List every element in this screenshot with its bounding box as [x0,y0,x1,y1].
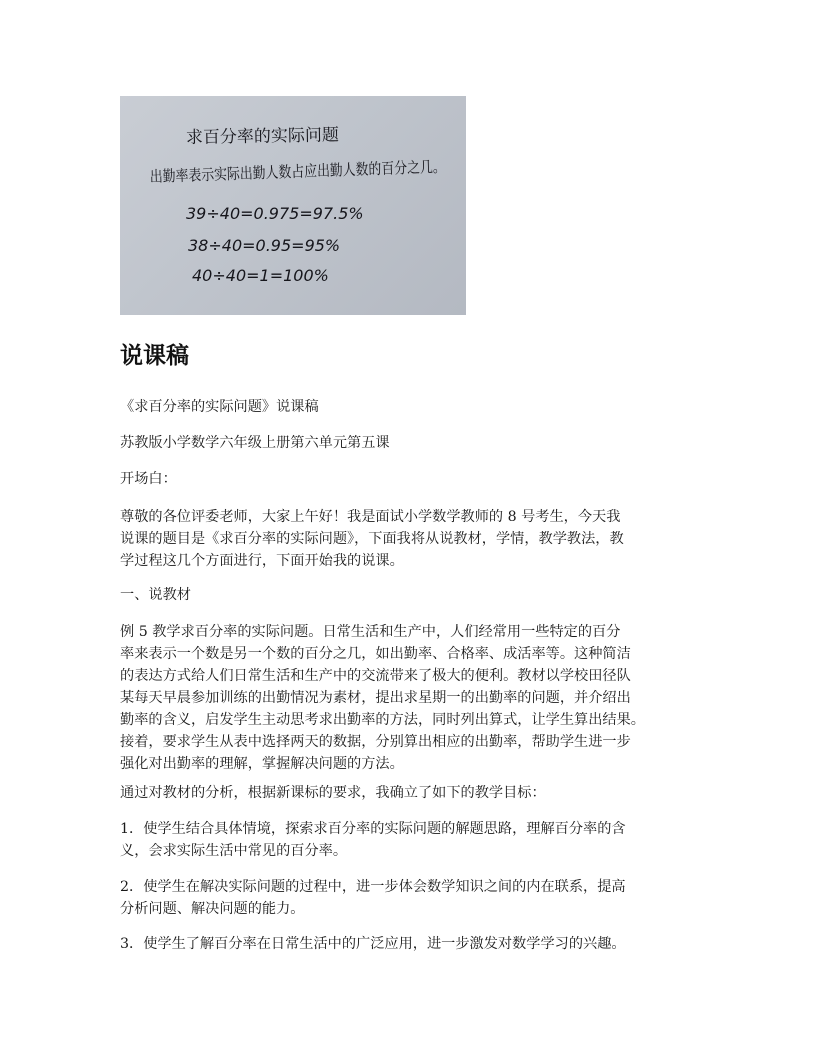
textbook-info: 苏教版小学数学六年级上册第六单元第五课 [120,435,390,451]
opening-label: 开场白： [120,471,177,487]
photo-line-equation-2: 38÷40=0.95=95% [188,236,341,255]
photo-line-title: 求百分率的实际问题 [185,125,340,148]
doc-title-line: 《求百分率的实际问题》说课稿 [120,399,319,415]
photo-line-equation-3: 40÷40=1=100% [192,266,329,285]
page-title: 说课稿 [120,343,189,369]
photo-line-equation-1: 39÷40=0.975=97.5% [186,204,364,223]
section-heading-textbook: 一、说教材 [120,587,191,603]
objective-1: 1．使学生结合具体情境，探索求百分率的实际问题的解题思路，理解百分率的含 义，会求实际生活中常见的百分率。 [120,821,626,859]
photo-line-definition: 出勤率表示实际出勤人数占应出勤人数的百分之几。 [149,155,507,186]
objectives-intro: 通过对教材的分析，根据新课标的要求，我确立了如下的教学目标： [120,785,546,801]
textbook-analysis-paragraph: 例 5 教学求百分率的实际问题。日常生活和生产中，人们经常用一些特定的百分 率来表示一个数是另一个数的百分之几，如出勤率、合格率、成活率等。这种简洁 的表达方式给人们日常生活和生产中的交流带来了极大的便利。教材以学校田径队 某每天早晨参加训练的出勤情况为素材，提出求星期一的出勤率的问题，并介绍出 勤率的含义，启发学生主动思考求出勤率的方法，同时列出算式，让学生算出结果。 接着，要求学生从表中选择两天的数据，分别算出相应的出勤率，帮助学生进一步 强化对出勤率的理解，掌握解决问题的方法。 [120,624,645,772]
objective-2: 2．使学生在解决实际问题的过程中，进一步体会数学知识之间的内在联系，提高 分析问题、解决问题的能力。 [120,879,626,917]
objective-3: 3．使学生了解百分率在日常生活中的广泛应用，进一步激发对数学学习的兴趣。 [120,936,626,952]
handwritten-note-photo [120,96,507,315]
opening-paragraph: 尊敬的各位评委老师，大家上午好！我是面试小学数学教师的 8 号考生，今天我 说课的题目是《求百分率的实际问题》，下面我将从说教材，学情，教学教法，教 学过程这几个方面进行，下面开始我的说课。 [120,509,624,569]
